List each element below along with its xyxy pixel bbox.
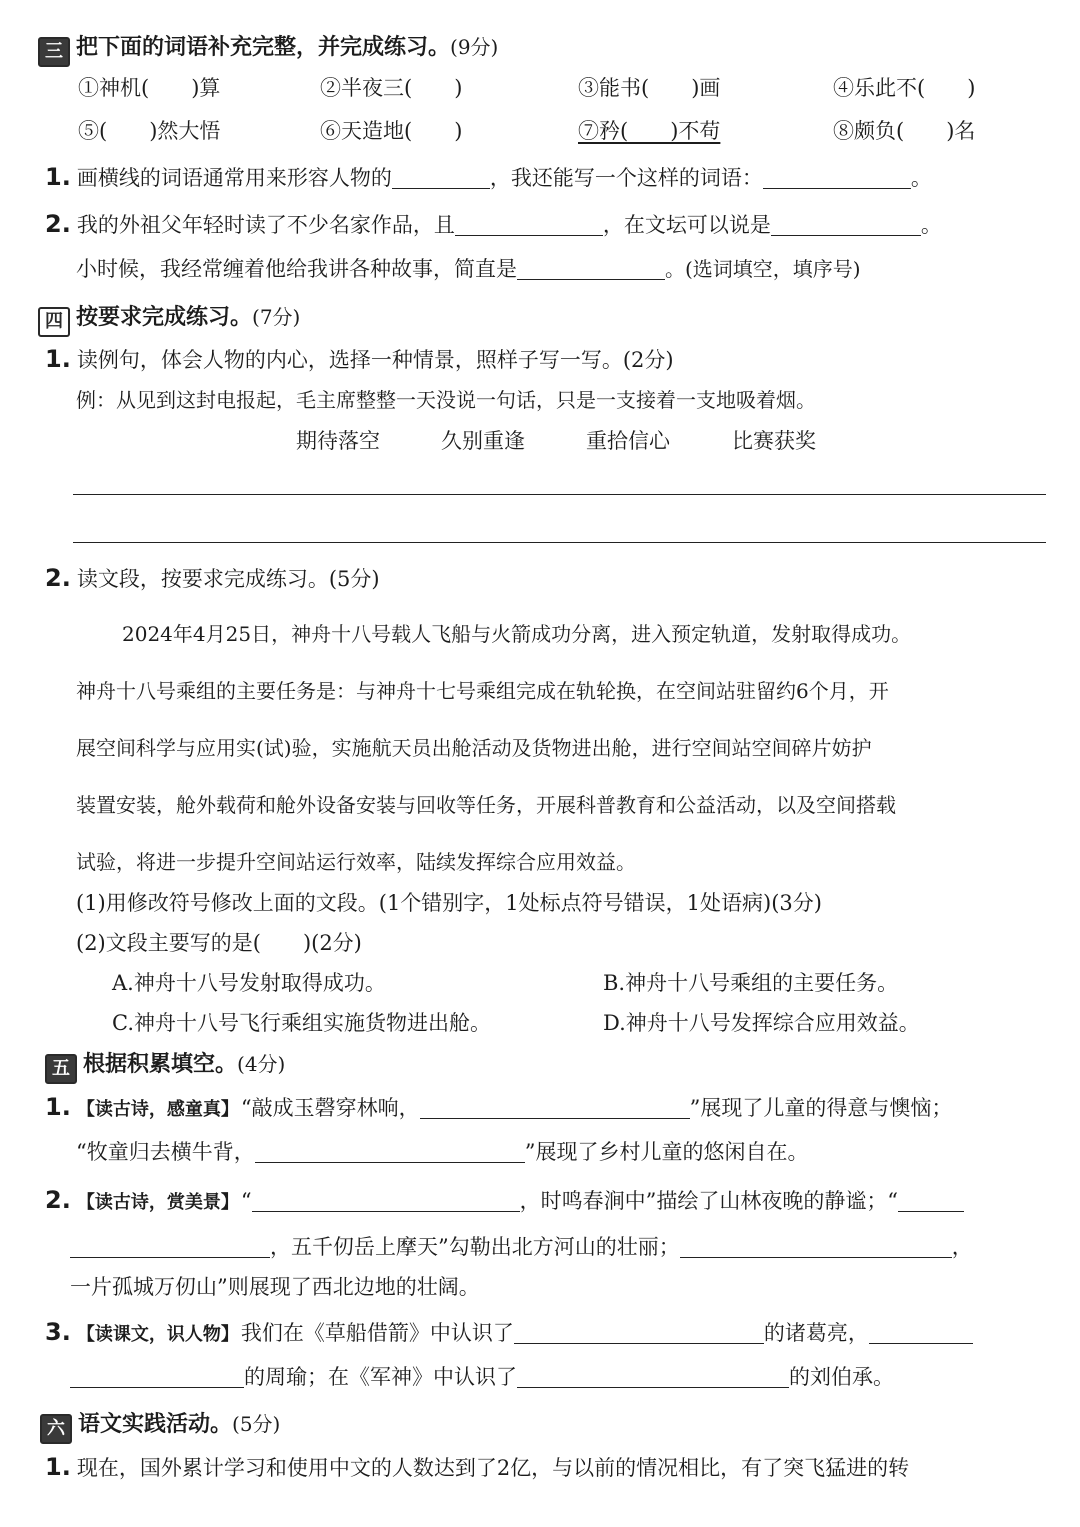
question-3-2-cont [76,254,861,284]
passage-line: 展空间科学与应用实(试)验，实施航天员出舱活动及货物进出舱，进行空间站空间碎片妨护 [76,736,872,760]
question-4-1 [45,344,674,375]
section-title: 语文实践活动。 [78,1412,233,1437]
question-5-2 [45,1185,964,1218]
answer-blank[interactable] [455,213,603,236]
answer-blank[interactable] [252,1189,520,1212]
question-text: 读文段，按要求完成练习。(5分) [76,567,380,591]
question-number: 1. [45,1093,71,1121]
question-tag: 【读课文，识人物】 [76,1324,239,1345]
question-text: “牧童归去横牛背， [76,1140,255,1164]
section-score: (5分) [232,1412,281,1436]
question-text: 。 [910,166,932,190]
question-number: 1. [45,163,71,191]
scenario-option: 期待落空 [296,429,380,453]
word-item: ②半夜三( ) [320,76,463,100]
question-text: 现在，国外累计学习和使用中文的人数达到了2亿，与以前的情况相比，有了突飞猛进的转 [76,1456,910,1480]
section-score: (9分) [450,35,499,59]
choice-d[interactable]: D.神舟十八号发挥综合应用效益。 [603,1011,920,1035]
section-number-badge: 六 [40,1414,72,1444]
question-text: 的刘伯承。 [789,1365,894,1389]
passage-line: 装置安装，舱外载荷和舱外设备安装与回收等任务，开展科普教育和公益活动，以及空间搭载 [76,793,896,817]
scenario-option: 比赛获奖 [732,429,816,453]
writing-line[interactable] [73,494,1046,495]
question-number: 2. [45,564,71,592]
answer-blank[interactable] [392,166,490,189]
word-item: ④乐此不( ) [833,76,976,100]
passage-line: 试验，将进一步提升空间站运行效率，陆续发挥综合应用效益。 [76,850,636,874]
question-instruction: 。(选词填空，填序号) [665,257,861,281]
question-5-3-cont [70,1362,894,1392]
underlined-word-item: ⑦矜( )不苟 [578,119,721,143]
question-text: ”展现了乡村儿童的悠闲自在。 [524,1140,809,1164]
answer-blank[interactable] [763,166,911,189]
section-6-header [40,1409,280,1444]
choice-b[interactable]: B.神舟十八号乘组的主要任务。 [603,971,899,995]
question-text: ，在文坛可以说是 [602,213,771,237]
passage-line: 2024年4月25日，神舟十八号载人飞船与火箭成功分离，进入预定轨道，发射取得成功。 [122,622,912,646]
question-text: ，我还能写一个这样的词语： [489,166,763,190]
word-item: ⑥天造地( ) [320,119,463,143]
section-score: (4分) [237,1052,286,1076]
question-number: 1. [45,345,71,373]
question-number: 2. [45,210,71,238]
question-5-2-cont2: 一片孤城万仞山”则展现了西北边地的壮阔。 [70,1275,480,1299]
question-3-2 [45,209,942,240]
answer-blank[interactable] [517,257,665,280]
answer-blank[interactable] [514,1321,764,1344]
question-text: 读例句，体会人物的内心，选择一种情景，照样子写一写。(2分) [76,348,674,372]
question-text: ，时鸣春涧中”描绘了山林夜晚的静谧；“ [519,1189,899,1213]
question-text: ”展现了儿童的得意与懊恼； [689,1096,953,1120]
answer-blank[interactable] [70,1365,244,1388]
word-item: ⑤( )然大悟 [78,119,221,143]
example-sentence: 例：从见到这封电报起，毛主席整整一天没说一句话，只是一支接着一支地吸着烟。 [76,388,816,412]
question-number: 2. [45,1186,71,1214]
question-tag: 【读古诗，感童真】 [76,1099,239,1120]
question-text: 我们在《草船借箭》中认识了 [240,1321,514,1345]
section-5-header [45,1049,285,1084]
answer-blank[interactable] [70,1235,270,1258]
question-text: 的诸葛亮， [763,1321,869,1345]
scenario-option: 久别重逢 [441,429,525,453]
sub-question-1: (1)用修改符号修改上面的文段。(1个错别字，1处标点符号错误，1处语病)(3分) [76,891,822,915]
question-text: “ [240,1189,252,1213]
choice-c[interactable]: C.神舟十八号飞行乘组实施货物进出舱。 [112,1011,491,1035]
section-3-header [38,32,498,67]
answer-blank[interactable] [771,213,921,236]
section-title: 按要求完成练习。 [76,305,253,330]
answer-blank[interactable] [898,1189,964,1212]
section-score: (7分) [252,305,301,329]
question-5-1 [45,1092,952,1125]
question-5-2-cont [70,1232,973,1262]
question-3-1 [45,162,932,193]
question-5-1-cont [76,1137,809,1167]
passage-line: 神舟十八号乘组的主要任务是：与神舟十七号乘组完成在轨轮换，在空间站驻留约6个月，开 [76,679,889,703]
question-text: ， [951,1235,973,1259]
question-number: 1. [45,1453,71,1481]
answer-blank[interactable] [517,1365,789,1388]
answer-blank[interactable] [420,1096,690,1119]
section-title: 根据积累填空。 [83,1052,238,1077]
question-tag: 【读古诗，赏美景】 [76,1192,239,1213]
choice-a[interactable]: A.神舟十八号发射取得成功。 [112,971,386,995]
question-number: 3. [45,1318,71,1346]
section-number-badge: 三 [38,37,70,67]
question-6-1 [45,1452,909,1483]
section-number-badge: 五 [45,1054,77,1084]
answer-blank[interactable] [255,1140,525,1163]
question-text: “敲成玉磬穿林响， [240,1096,420,1120]
writing-line[interactable] [73,542,1046,543]
word-item: ①神机( )算 [78,76,221,100]
answer-blank[interactable] [680,1235,952,1258]
word-item: ③能书( )画 [578,76,721,100]
word-item: ⑧颇负( )名 [833,119,976,143]
section-number-badge: 四 [38,307,70,337]
answer-blank[interactable] [869,1321,973,1344]
section-title: 把下面的词语补充完整，并完成练习。 [76,35,451,60]
sub-question-2: (2)文段主要写的是( )(2分) [76,931,362,955]
question-5-3 [45,1317,973,1350]
question-text: 画横线的词语通常用来形容人物的 [76,166,392,190]
question-text: 的周瑜；在《军神》中认识了 [244,1365,517,1389]
question-4-2 [45,563,380,594]
scenario-option: 重拾信心 [586,429,670,453]
question-text: ，五千仞岳上摩天”勾勒出北方河山的壮丽； [270,1235,680,1259]
section-4-header [38,302,300,337]
question-text: 。 [920,213,942,237]
question-text: 我的外祖父年轻时读了不少名家作品，且 [76,213,455,237]
question-text: 小时候，我经常缠着他给我讲各种故事，简直是 [76,257,517,281]
